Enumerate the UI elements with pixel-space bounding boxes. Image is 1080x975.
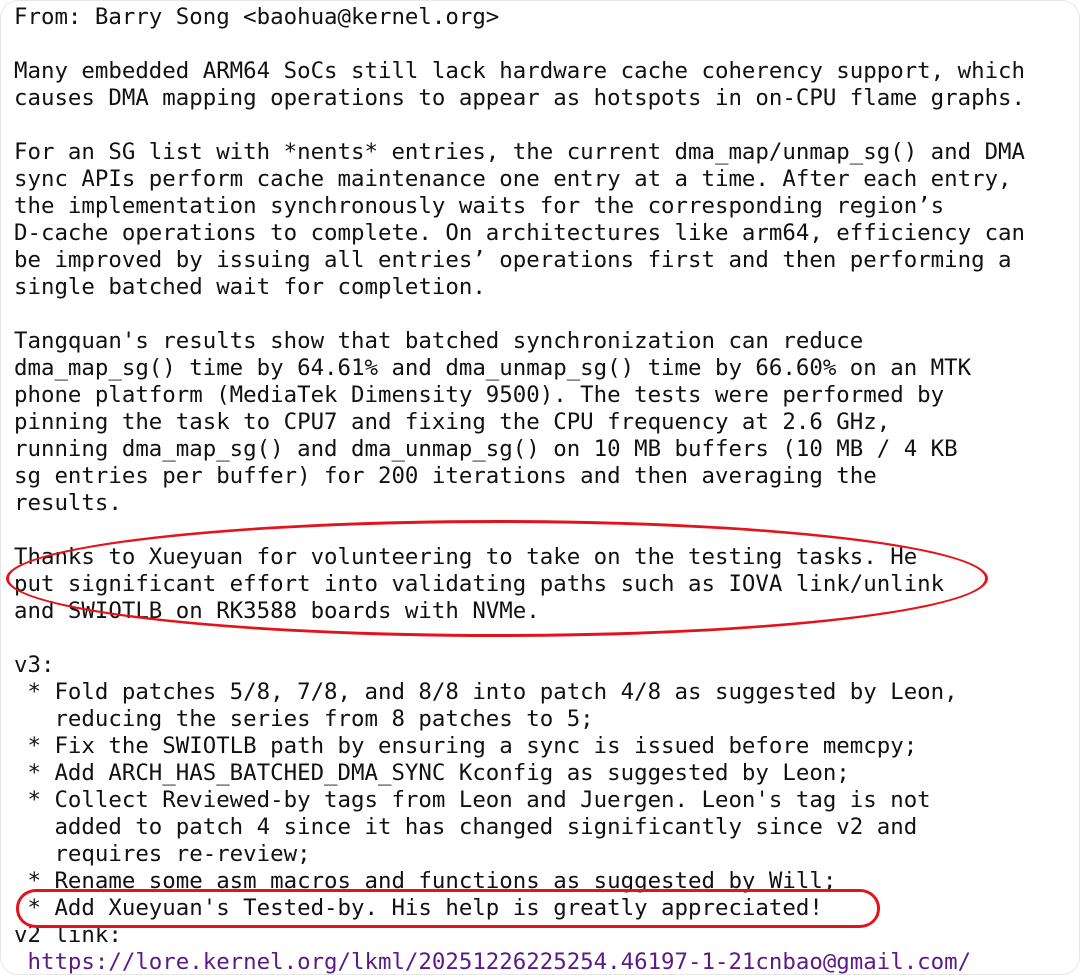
changelog-item: * Collect Reviewed-by tags from Leon and Juergen. Leon's tag is not xyxy=(14,787,931,813)
from-line: From: Barry Song <baohua@kernel.org> xyxy=(14,4,500,30)
changelog-item: * Add ARCH_HAS_BATCHED_DMA_SYNC Kconfig as suggested by Leon; xyxy=(14,760,850,786)
blank-line xyxy=(14,625,1074,652)
v2-link-label: v2 link: xyxy=(14,922,122,948)
blank-line xyxy=(14,31,1074,58)
results-line: dma_map_sg() time by 64.61% and dma_unmap_sg() time by 66.60% on an MTK xyxy=(14,355,972,381)
blank-line xyxy=(14,517,1074,544)
problem-line: single batched wait for completion. xyxy=(14,274,486,300)
changelog-header: v3: xyxy=(14,652,55,678)
problem-line: D-cache operations to complete. On architectures like arm64, efficiency can xyxy=(14,220,1026,246)
results-line: pinning the task to CPU7 and fixing the CPU frequency at 2.6 GHz, xyxy=(14,409,891,435)
blank-line xyxy=(14,112,1074,139)
problem-line: sync APIs perform cache maintenance one entry at a time. After each entry, xyxy=(14,166,1012,192)
changelog-item: * Add Xueyuan's Tested-by. His help is greatly appreciated! xyxy=(14,895,823,921)
v2-link[interactable]: https://lore.kernel.org/lkml/20251226225254.46197-1-21cnbao@gmail.com/ xyxy=(14,949,972,975)
results-line: sg entries per buffer) for 200 iterations and then averaging the xyxy=(14,463,877,489)
changelog-item: * Fold patches 5/8, 7/8, and 8/8 into patch 4/8 as suggested by Leon, xyxy=(14,679,958,705)
problem-line: be improved by issuing all entries’ operations first and then performing a xyxy=(14,247,1012,273)
email-body xyxy=(14,4,1074,975)
problem-line: For an SG list with *nents* entries, the current dma_map/unmap_sg() and DMA xyxy=(14,139,1026,165)
changelog-item: reducing the series from 8 patches to 5; xyxy=(14,706,594,732)
results-line: phone platform (MediaTek Dimensity 9500). The tests were performed by xyxy=(14,382,945,408)
problem-line: the implementation synchronously waits for the corresponding region’s xyxy=(14,193,945,219)
changelog-item: * Rename some asm macros and functions as suggested by Will; xyxy=(14,868,837,894)
changelog-item: requires re-review; xyxy=(14,841,311,867)
changelog-item: added to patch 4 since it has changed significantly since v2 and xyxy=(14,814,918,840)
v2-link-line xyxy=(14,949,1074,975)
blank-line xyxy=(14,301,1074,328)
thanks-line: Thanks to Xueyuan for volunteering to take on the testing tasks. He xyxy=(14,544,918,570)
thanks-line: put significant effort into validating paths such as IOVA link/unlink xyxy=(14,571,945,597)
results-line: results. xyxy=(14,490,122,516)
intro-line: causes DMA mapping operations to appear as hotspots in on-CPU flame graphs. xyxy=(14,85,1026,111)
thanks-line: and SWIOTLB on RK3588 boards with NVMe. xyxy=(14,598,540,624)
changelog-item: * Fix the SWIOTLB path by ensuring a sync is issued before memcpy; xyxy=(14,733,918,759)
intro-line: Many embedded ARM64 SoCs still lack hardware cache coherency support, which xyxy=(14,58,1026,84)
results-line: running dma_map_sg() and dma_unmap_sg() on 10 MB buffers (10 MB / 4 KB xyxy=(14,436,958,462)
results-line: Tangquan's results show that batched synchronization can reduce xyxy=(14,328,864,354)
